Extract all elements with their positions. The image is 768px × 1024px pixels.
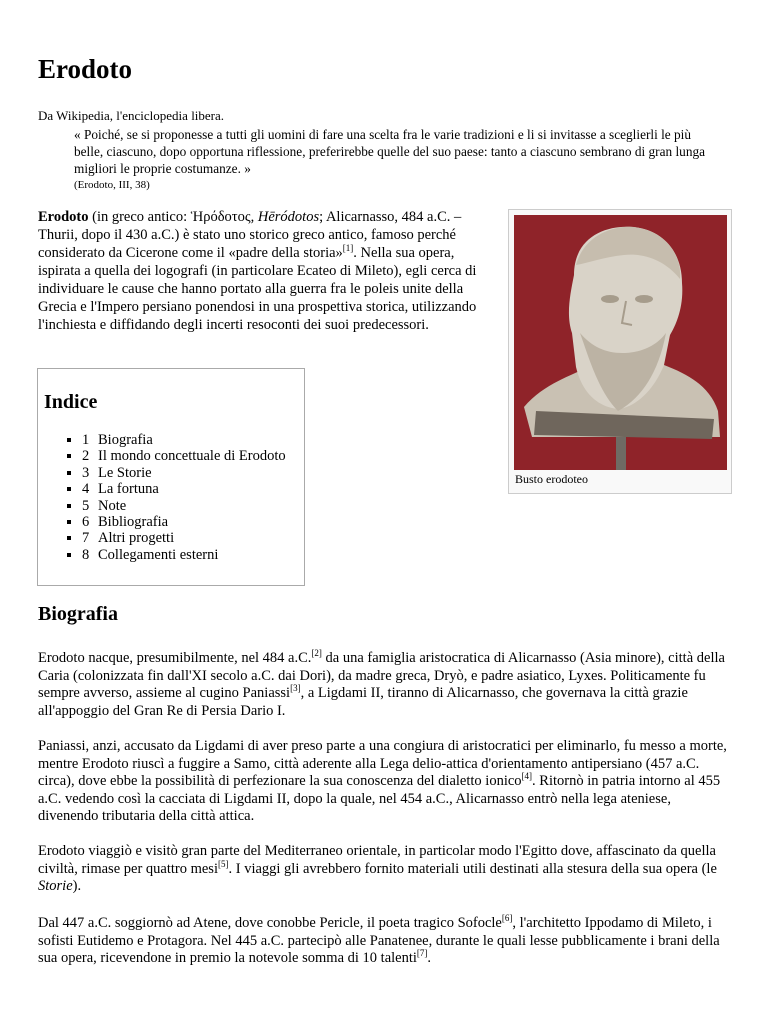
toc-item[interactable] — [82, 514, 286, 530]
toc-item[interactable] — [82, 530, 286, 546]
paragraph-text: . — [427, 950, 432, 967]
paragraph-text: da una famiglia aristocratica di Alicarnasso (Asia minore), città della Caria (colonizzata fin dall'XI secolo a.C. dai Dori), da madre greca, Dryò, e padre asiatico, Lyxes. Politicamente fu sempre avverso, assieme al cugino Paniassi — [38, 650, 725, 702]
toc-item-number: 2 — [82, 448, 90, 465]
paragraph-text: ). — [72, 878, 82, 895]
toc-item-number: 8 — [82, 546, 90, 563]
paragraph-text: . I viaggi gli avrebbero fornito materiali utili destinati alla stesura della sua opera (le — [228, 860, 717, 877]
lead-paragraph — [38, 208, 490, 334]
toc-item-label[interactable]: Note — [98, 497, 127, 514]
section-heading-biografia: Biografia — [38, 603, 118, 625]
toc-item-label[interactable]: Altri progetti — [98, 530, 175, 547]
lead-transliteration: Hēródotos — [257, 209, 320, 225]
bust-illustration — [514, 215, 727, 470]
toc-item-number: 5 — [82, 497, 90, 514]
paragraph-text: Erodoto viaggiò e visitò gran parte del Mediterraneo orientale, in particolar modo l'Egitto dove, affascinato da quella civiltà, rimase per quattro mesi — [38, 843, 716, 877]
paragraph-text: , l'architetto Ippodamo di Mileto, i sofisti Eutidemo e Protagora. Nel 445 a.C. partecipò alle Panatenee, durante le quali lesse pubblicamente i brani della sua opera, ricevendone in premio la notevole somma di 10 talenti — [38, 915, 720, 967]
paragraph-text: Paniassi, anzi, accusato da Ligdami di aver preso parte a una congiura di aristocratici per eliminarlo, fu messo a morte, mentre Erodoto riuscì a fuggire a Samo, città aderente alla Lega delio-attica d'orientamento antipersiano (457 a.C. circa), dove ebbe la possibilità di perfezionare la sua conoscenza del dialetto ionico — [38, 738, 727, 790]
biografia-paragraph-4 — [38, 915, 728, 968]
ref-6[interactable]: [6] — [501, 913, 513, 924]
toc-item[interactable] — [82, 498, 286, 514]
table-of-contents — [37, 368, 305, 586]
toc-item-number: 7 — [82, 530, 90, 547]
paragraph-text: . Ritornò in patria intorno al 455 a.C. vedendo così la cacciata di Ligdami II, dopo la quale, nel 454 a.C., Alicarnasso entrò nella lega ateniese, divenendo tributaria della città attica. — [38, 773, 721, 825]
toc-item[interactable] — [82, 465, 286, 481]
toc-item[interactable] — [82, 481, 286, 497]
biografia-paragraph-3 — [38, 843, 728, 896]
bust-stand — [616, 433, 626, 470]
toc-title: Indice — [44, 391, 98, 413]
bust-right-eye — [635, 295, 653, 303]
paragraph-text: Dal 447 a.C. soggiornò ad Atene, dove conobbe Pericle, il poeta tragico Sofocle — [38, 915, 502, 931]
ref-7[interactable]: [7] — [416, 948, 428, 959]
toc-item-number: 4 — [82, 481, 90, 498]
toc-item-number: 1 — [82, 432, 90, 448]
lead-name: Erodoto — [38, 209, 89, 225]
lead-text-2: ; Alicarnasso, 484 a.C. – Thurii, dopo il 430 a.C.) è stato uno storico greco antico, famoso perché considerato da Cicerone come il «padre della storia» — [38, 209, 462, 261]
toc-item-label[interactable]: Biografia — [98, 432, 153, 448]
biografia-paragraph-2 — [38, 738, 728, 826]
toc-item-number: 6 — [82, 514, 90, 531]
toc-item[interactable] — [82, 547, 286, 563]
toc-item[interactable] — [82, 448, 286, 464]
toc-item-label[interactable]: Collegamenti esterni — [98, 546, 219, 563]
toc-item-label[interactable]: Bibliografia — [98, 514, 169, 531]
toc-item-label[interactable]: Il mondo concettuale di Erodoto — [98, 448, 286, 465]
ref-2[interactable]: [2] — [311, 648, 322, 659]
image-caption: Busto erodoteo — [515, 472, 588, 486]
ref-3[interactable]: [3] — [290, 683, 301, 694]
toc-list — [38, 432, 286, 563]
toc-item-number: 3 — [82, 464, 90, 481]
image-thumbnail — [508, 209, 732, 494]
epigraph-quote: « Poiché, se si proponesse a tutti gli uomini di fare una scelta fra le varie tradizioni e li si invitasse a sceglierli le più belle, ciascuno, dopo opportuna riflessione, preferirebbe quelle del suo paese: tanto a ciascuno sembrano di gran lunga migliori le proprie costumanze. » — [74, 127, 706, 176]
ref-1[interactable]: [1] — [342, 243, 354, 254]
page-title: Erodoto — [38, 54, 133, 84]
toc-item[interactable] — [82, 432, 286, 448]
paragraph-text: Erodoto nacque, presumibilmente, nel 484 a.C. — [38, 650, 312, 666]
lead-text-1: (in greco antico: Ἡρόδοτος, — [88, 209, 258, 225]
toc-item-label[interactable]: La fortuna — [98, 481, 159, 498]
bust-left-eye — [601, 295, 619, 303]
lead-text-3: . Nella sua opera, ispirata a quella dei logografi (in particolare Ecateo di Mileto), egli cerca di individuare le cause che hanno portato alla guerra fra le poleis unite della Grecia e l'Impero persiano ponendosi in una prospettiva storica, utilizzando l'inchiesta e diffidando degli incerti resoconti dei suoi predecessori. — [38, 245, 477, 333]
ref-5[interactable]: [5] — [217, 858, 229, 869]
bust-image[interactable] — [514, 215, 727, 470]
biografia-paragraph-1 — [38, 650, 728, 720]
epigraph-source: (Erodoto, III, 38) — [74, 179, 150, 191]
paragraph-text: , a Ligdami II, tiranno di Alicarnasso, che governava la città grazie all'appoggio del Gran Re di Persia Dario I. — [38, 685, 688, 719]
toc-item-label[interactable]: Le Storie — [98, 464, 152, 481]
page-subtitle: Da Wikipedia, l'enciclopedia libera. — [38, 108, 225, 123]
storie-title[interactable]: Storie — [38, 878, 73, 895]
ref-4[interactable]: [4] — [521, 771, 533, 782]
